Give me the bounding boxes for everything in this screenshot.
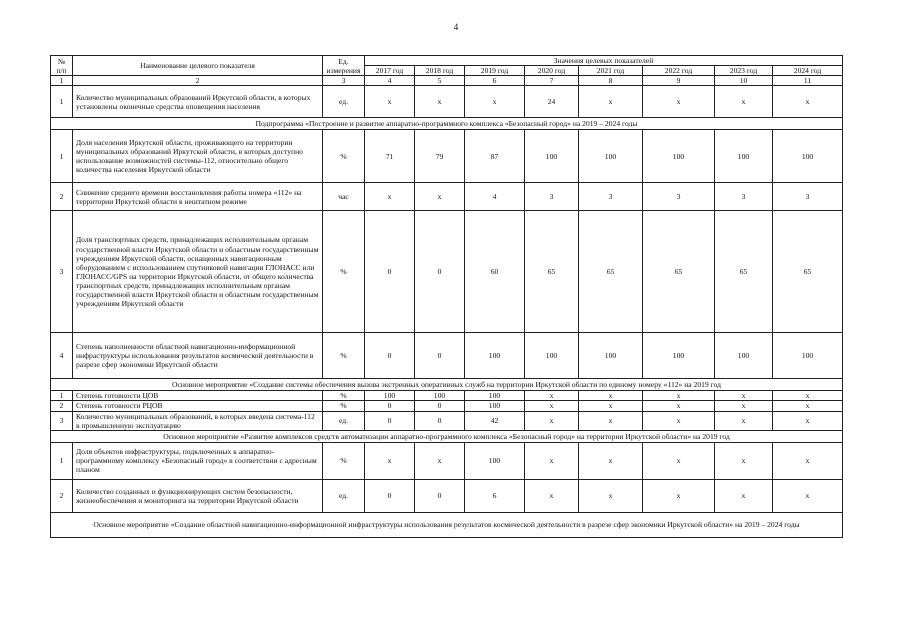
unit-cell: %	[323, 333, 365, 379]
indicator-row	[51, 86, 843, 118]
row-number: 3	[51, 411, 73, 430]
indicators-table	[50, 55, 843, 538]
value-cell: х	[465, 86, 525, 118]
value-cell: 100	[365, 391, 415, 401]
indicator-name: Степень готовности РЦОВ	[73, 401, 323, 411]
value-cell: 0	[365, 479, 415, 512]
value-cell: х	[643, 442, 715, 479]
value-cell: х	[643, 401, 715, 411]
unit-cell: ед.	[323, 86, 365, 118]
value-cell: 0	[415, 401, 465, 411]
indicator-row	[51, 183, 843, 211]
value-cell: х	[365, 442, 415, 479]
value-cell: х	[415, 442, 465, 479]
value-cell: х	[579, 442, 643, 479]
value-cell: х	[643, 411, 715, 430]
header-num	[51, 56, 73, 76]
header-year: 2023 год	[715, 66, 773, 76]
indicator-row	[51, 401, 843, 411]
value-cell: х	[415, 86, 465, 118]
indicator-row	[51, 391, 843, 401]
row-number: 2	[51, 401, 73, 411]
value-cell: 79	[415, 130, 465, 183]
indicator-row	[51, 130, 843, 183]
section-title: Подпрограмма «Построение и развитие аппаратно-программного комплекса «Безопасный город» на 2019 – 2024 годы	[51, 118, 843, 130]
column-number: 6	[465, 76, 525, 86]
value-cell: 100	[525, 130, 579, 183]
indicator-name: Степень наполненности областной навигационно-информационной инфраструктуры использования результатов космической деятельности в разрезе сфер экономики Иркутской области	[73, 333, 323, 379]
value-cell: 100	[579, 333, 643, 379]
value-cell: 100	[715, 333, 773, 379]
value-cell: х	[773, 391, 843, 401]
unit-cell: %	[323, 211, 365, 333]
value-cell: 0	[415, 411, 465, 430]
value-cell: 3	[579, 183, 643, 211]
value-cell: 3	[525, 183, 579, 211]
value-cell: х	[715, 401, 773, 411]
section-row	[51, 379, 843, 391]
header-name	[73, 56, 323, 76]
value-cell: 100	[465, 333, 525, 379]
section-title: Основное мероприятие «Создание областной навигационно-информационной инфраструктуры использования результатов космической деятельности в разрезе сфер экономики Иркутской области» на 2019 – 2024 годы	[51, 512, 843, 537]
value-cell: х	[643, 86, 715, 118]
row-number: 1	[51, 391, 73, 401]
value-cell: х	[715, 411, 773, 430]
value-cell: 100	[415, 391, 465, 401]
indicator-row	[51, 333, 843, 379]
unit-cell: %	[323, 401, 365, 411]
indicator-name: Доля объектов инфраструктуры, подключенных к аппаратно-программному комплексу «Безопасный город» в соответствии с адресным планом	[73, 442, 323, 479]
value-cell: 100	[465, 391, 525, 401]
row-number: 1	[51, 130, 73, 183]
column-number: 5	[415, 76, 465, 86]
header-num-text: № п/п	[56, 56, 67, 75]
indicator-name: Доля населения Иркутской области, проживающего на территории муниципальных образований Иркутской области, в которых доступно использование возможностей системы-112, относительно общего количества населения Иркутской области	[73, 130, 323, 183]
value-cell: 65	[643, 211, 715, 333]
unit-cell: %	[323, 442, 365, 479]
value-cell: 65	[773, 211, 843, 333]
header-unit-text: Ед. измерения	[326, 56, 361, 75]
value-cell: 87	[465, 130, 525, 183]
value-cell: 0	[415, 333, 465, 379]
column-number: 8	[579, 76, 643, 86]
value-cell: х	[525, 442, 579, 479]
header-name-text: Наименование целевого показателя	[140, 61, 255, 71]
value-cell: 6	[465, 479, 525, 512]
value-cell: 100	[465, 442, 525, 479]
value-cell: 100	[773, 130, 843, 183]
section-row	[51, 118, 843, 130]
column-number: 7	[525, 76, 579, 86]
value-cell: 0	[415, 211, 465, 333]
indicator-name: Количество муниципальных образований Иркутской области, в которых установлены оконечные средства оповещения населения	[73, 86, 323, 118]
header-year: 2017 год	[365, 66, 415, 76]
header-values-title-text: Значения целевых показателей	[553, 56, 654, 65]
value-cell: 0	[365, 333, 415, 379]
value-cell: 100	[643, 333, 715, 379]
section-title: Основное мероприятие «Развитие комплексов средств автоматизации аппаратно-программного комплекса «Безопасный город» на территории Иркутской области» на 2019 год	[51, 430, 843, 442]
value-cell: х	[715, 479, 773, 512]
value-cell: 71	[365, 130, 415, 183]
value-cell: 3	[773, 183, 843, 211]
unit-cell: ед.	[323, 479, 365, 512]
value-cell: 100	[773, 333, 843, 379]
column-number: 2	[73, 76, 323, 86]
indicator-row	[51, 211, 843, 333]
indicator-name: Количество муниципальных образований, в которых введена система-112 в промышленную эксплуатацию	[73, 411, 323, 430]
value-cell: х	[525, 401, 579, 411]
value-cell: х	[365, 86, 415, 118]
value-cell: х	[773, 401, 843, 411]
value-cell: х	[525, 411, 579, 430]
value-cell: 65	[715, 211, 773, 333]
value-cell: х	[579, 479, 643, 512]
row-number: 1	[51, 442, 73, 479]
value-cell: 24	[525, 86, 579, 118]
value-cell: 0	[365, 401, 415, 411]
indicator-name: Степень готовности ЦОВ	[73, 391, 323, 401]
value-cell: 100	[579, 130, 643, 183]
header-year: 2021 год	[579, 66, 643, 76]
value-cell: 0	[365, 211, 415, 333]
value-cell: 4	[465, 183, 525, 211]
value-cell: 100	[525, 333, 579, 379]
column-number: 1	[51, 76, 73, 86]
value-cell: х	[773, 86, 843, 118]
value-cell: х	[773, 479, 843, 512]
row-number: 3	[51, 211, 73, 333]
unit-cell: ед.	[323, 411, 365, 430]
indicator-name: Снижение среднего времени восстановления работы номера «112» на территории Иркутской области в нештатном режиме	[73, 183, 323, 211]
indicator-row	[51, 442, 843, 479]
section-title: Основное мероприятие «Создание системы обеспечения вызова экстренных оперативных служб на территории Иркутской области по единому номеру «112» на 2019 год	[51, 379, 843, 391]
header-year: 2022 год	[643, 66, 715, 76]
row-number: 4	[51, 333, 73, 379]
column-number: 3	[323, 76, 365, 86]
section-row	[51, 430, 843, 442]
value-cell: 3	[643, 183, 715, 211]
value-cell: х	[525, 479, 579, 512]
value-cell: х	[579, 86, 643, 118]
value-cell: х	[579, 401, 643, 411]
value-cell: 100	[643, 130, 715, 183]
value-cell: х	[715, 86, 773, 118]
unit-cell: %	[323, 130, 365, 183]
header-year: 2018 год	[415, 66, 465, 76]
value-cell: 0	[365, 411, 415, 430]
value-cell: х	[579, 391, 643, 401]
value-cell: х	[643, 391, 715, 401]
row-number: 2	[51, 479, 73, 512]
column-number: 10	[715, 76, 773, 86]
indicator-row	[51, 479, 843, 512]
value-cell: х	[715, 442, 773, 479]
row-number: 2	[51, 183, 73, 211]
value-cell: х	[579, 411, 643, 430]
value-cell: 3	[715, 183, 773, 211]
value-cell: 65	[579, 211, 643, 333]
value-cell: 65	[525, 211, 579, 333]
page-number: 4	[453, 22, 459, 32]
value-cell: х	[773, 442, 843, 479]
value-cell: 60	[465, 211, 525, 333]
section-row	[51, 512, 843, 537]
value-cell: х	[715, 391, 773, 401]
value-cell: 42	[465, 411, 525, 430]
unit-cell: %	[323, 391, 365, 401]
header-year: 2024 год	[773, 66, 843, 76]
column-number: 11	[773, 76, 843, 86]
header-year: 2020 год	[525, 66, 579, 76]
header-unit	[323, 56, 365, 76]
value-cell: х	[643, 479, 715, 512]
indicator-name: Количество созданных и функционирующих систем безопасности, жизнеобеспечения и мониторинга на территории Иркутской области	[73, 479, 323, 512]
value-cell: 100	[465, 401, 525, 411]
value-cell: х	[773, 411, 843, 430]
column-number: 4	[365, 76, 415, 86]
indicator-row	[51, 411, 843, 430]
value-cell: х	[365, 183, 415, 211]
value-cell: х	[525, 391, 579, 401]
header-values-title	[365, 56, 843, 66]
header-year: 2019 год	[465, 66, 525, 76]
indicator-name: Доля транспортных средств, принадлежащих исполнительным органам государственной власти Иркутской области и областным государственным учреждениям Иркутской области, оснащенных навигационным оборудованием с использованием спутниковой навигации ГЛОНАСС или ГЛОНАСС/GPS на территории Иркутской области, от общего количества транспортных средств, принадлежащих исполнительным органам государственной власти Иркутской области и областным государственным учреждениям Иркутской области	[73, 211, 323, 333]
column-number: 9	[643, 76, 715, 86]
unit-cell: час	[323, 183, 365, 211]
value-cell: 100	[715, 130, 773, 183]
value-cell: х	[415, 183, 465, 211]
row-number: 1	[51, 86, 73, 118]
value-cell: 0	[415, 479, 465, 512]
